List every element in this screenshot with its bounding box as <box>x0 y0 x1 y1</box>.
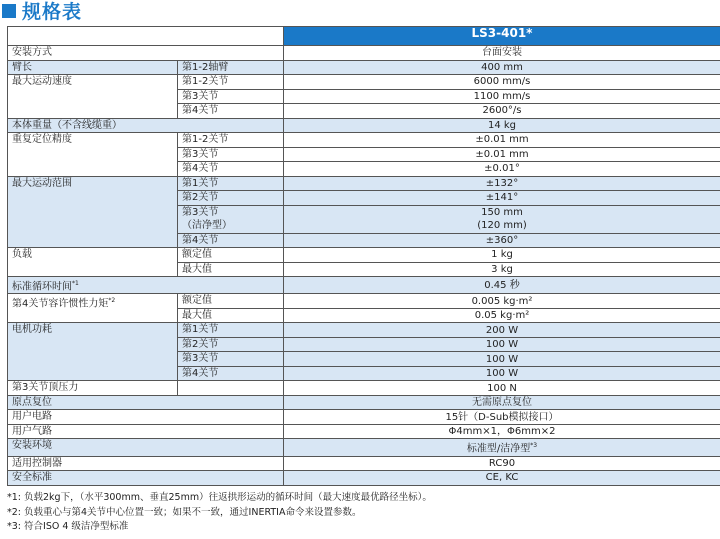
row-value: 0.005 kg·m² <box>284 294 720 309</box>
row-label: 负载 <box>8 248 178 277</box>
title-square-icon <box>2 4 16 18</box>
footnote-mark: *2 <box>108 297 116 305</box>
row-value: ±0.01 mm <box>284 147 720 162</box>
row-label: 电机功耗 <box>8 323 178 381</box>
row-value: 150 mm <box>284 205 720 219</box>
table-row <box>8 27 720 46</box>
row-label: 第3关节顶压力 <box>8 381 178 396</box>
row-sublabel: 最大值 <box>178 262 284 277</box>
row-value: 100 W <box>284 366 720 381</box>
row-label: 最大运动速度 <box>8 75 178 119</box>
row-sublabel: 第3关节 <box>178 352 284 367</box>
row-sublabel: （洁净型） <box>178 219 284 233</box>
row-sublabel: 第2关节 <box>178 337 284 352</box>
page-title: 规格表 <box>22 1 83 23</box>
table-row <box>8 294 720 309</box>
row-label: 用户气路 <box>8 424 284 439</box>
row-label: 臂长 <box>8 60 178 75</box>
row-sublabel: 额定值 <box>178 294 284 309</box>
row-label: 最大运动范围 <box>8 176 178 248</box>
row-value: ±360° <box>284 233 720 248</box>
footnote-mark: *3 <box>530 442 538 450</box>
row-sublabel: 第2关节 <box>178 191 284 206</box>
table-row <box>8 176 720 191</box>
row-value: 14 kg <box>284 118 720 133</box>
row-label: 安装方式 <box>8 46 284 61</box>
row-value: ±132° <box>284 176 720 191</box>
row-value: ±141° <box>284 191 720 206</box>
row-value: 3 kg <box>284 262 720 277</box>
row-sublabel: 额定值 <box>178 248 284 263</box>
table-row <box>8 381 720 396</box>
row-value: 400 mm <box>284 60 720 75</box>
row-sublabel: 最大值 <box>178 308 284 323</box>
table-row <box>8 118 720 133</box>
row-label: 原点复位 <box>8 395 284 410</box>
row-sublabel: 第3关节 <box>178 89 284 104</box>
row-label: 重复定位精度 <box>8 133 178 177</box>
row-value: 15针（D-Sub模拟接口） <box>284 410 720 425</box>
row-value: 100 W <box>284 337 720 352</box>
row-value: 200 W <box>284 323 720 338</box>
row-label-text: 第4关节容许惯性力矩 <box>12 298 109 310</box>
table-cell <box>8 27 284 46</box>
table-row <box>8 133 720 148</box>
footnotes <box>7 491 432 535</box>
table-row <box>8 60 720 75</box>
row-sublabel: 第4关节 <box>178 366 284 381</box>
row-value: 0.45 秒 <box>284 277 720 294</box>
row-label: 本体重量（不含线缆重） <box>8 118 284 133</box>
footnote-3: *3: 符合ISO 4 级洁净型标准 <box>7 521 129 532</box>
row-sublabel: 第1-2关节 <box>178 75 284 90</box>
row-sublabel: 第1关节 <box>178 323 284 338</box>
row-value: 1100 mm/s <box>284 89 720 104</box>
table-row <box>8 323 720 338</box>
row-value: Φ4mm×1，Φ6mm×2 <box>284 424 720 439</box>
spec-table <box>7 26 720 486</box>
row-value: 6000 mm/s <box>284 75 720 90</box>
footnote-2: *2: 负载重心与第4关节中心位置一致；如果不一致，通过INERTIA命令来设置参数。 <box>7 506 362 518</box>
row-value: RC90 <box>284 456 720 471</box>
table-row <box>8 410 720 425</box>
table-row <box>8 75 720 90</box>
row-value: 1 kg <box>284 248 720 263</box>
row-value: 台面安装 <box>284 46 720 61</box>
row-value: (120 mm) <box>284 219 720 233</box>
footnote-1: *1: 负载2kg下，（水平300mm、垂直25mm）往返拱形运动的循环时间（最大速度最优路径坐标）。 <box>7 492 432 503</box>
row-label <box>8 294 178 323</box>
table-row <box>8 46 720 61</box>
table-row <box>8 456 720 471</box>
model-header: LS3-401* <box>284 27 720 46</box>
row-sublabel: 第4关节 <box>178 233 284 248</box>
row-label-text: 标准循环时间 <box>12 281 72 293</box>
row-value: ±0.01° <box>284 162 720 177</box>
row-sublabel: 第1-2关节 <box>178 133 284 148</box>
row-label <box>8 277 284 294</box>
row-value: 100 N <box>284 381 720 396</box>
footnote-mark: *1 <box>72 280 79 287</box>
row-sublabel: 第4关节 <box>178 162 284 177</box>
row-label: 适用控制器 <box>8 456 284 471</box>
header <box>0 0 720 24</box>
row-label: 安装环境 <box>8 439 284 456</box>
row-sublabel: 第1-2轴臂 <box>178 60 284 75</box>
row-value <box>284 439 720 456</box>
row-value: 0.05 kg·m² <box>284 308 720 323</box>
row-label: 安全标准 <box>8 471 284 486</box>
table-row <box>8 424 720 439</box>
row-sublabel: 第1关节 <box>178 176 284 191</box>
row-sublabel: 第3关节 <box>178 147 284 162</box>
table-row <box>8 277 720 294</box>
row-value: ±0.01 mm <box>284 133 720 148</box>
row-label: 用户电路 <box>8 410 284 425</box>
row-value: 100 W <box>284 352 720 367</box>
table-row <box>8 439 720 456</box>
row-value: 无需原点复位 <box>284 395 720 410</box>
row-value-text: 标准型/洁净型 <box>466 443 531 455</box>
row-sublabel <box>178 381 284 396</box>
row-sublabel: 第3关节 <box>178 205 284 219</box>
table-row <box>8 471 720 486</box>
row-value: CE, KC <box>284 471 720 486</box>
table-row <box>8 395 720 410</box>
table-row <box>8 248 720 263</box>
row-sublabel: 第4关节 <box>178 104 284 119</box>
row-value: 2600°/s <box>284 104 720 119</box>
